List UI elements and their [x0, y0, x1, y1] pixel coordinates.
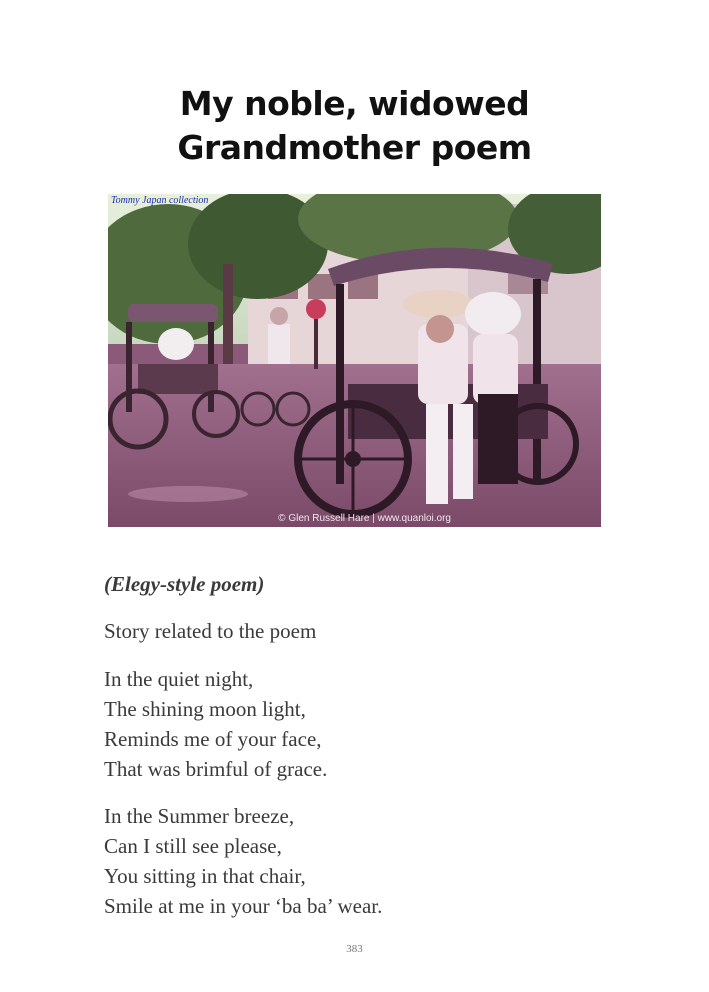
street-scene-photo: [108, 194, 601, 527]
poem-style-subtitle: (Elegy-style poem): [104, 572, 265, 596]
page-number: 383: [346, 943, 363, 955]
poem-line: The shining moon light,: [104, 697, 306, 721]
title-line-2: Grandmother poem: [177, 128, 532, 167]
poem-line: In the quiet night,: [104, 667, 254, 691]
photo-caption-collection: Tommy Japan collection: [111, 195, 209, 206]
poem-line: You sitting in that chair,: [104, 864, 306, 888]
poem-line: In the Summer breeze,: [104, 804, 295, 828]
page-title: [0, 82, 709, 170]
poem-line: That was brimful of grace.: [104, 757, 328, 781]
poem-line: Reminds me of your face,: [104, 727, 322, 751]
photo-copyright: © Glen Russell Hare | www.quanloi.org: [278, 513, 451, 524]
stanza: [104, 664, 327, 784]
story-link[interactable]: Story related to the poem: [104, 619, 317, 643]
poem-line: Can I still see please,: [104, 834, 282, 858]
title-line-1: My noble, widowed: [179, 84, 530, 123]
stanza: [104, 801, 382, 921]
poem-line: Smile at me in your ‘ba ba’ wear.: [104, 894, 383, 918]
